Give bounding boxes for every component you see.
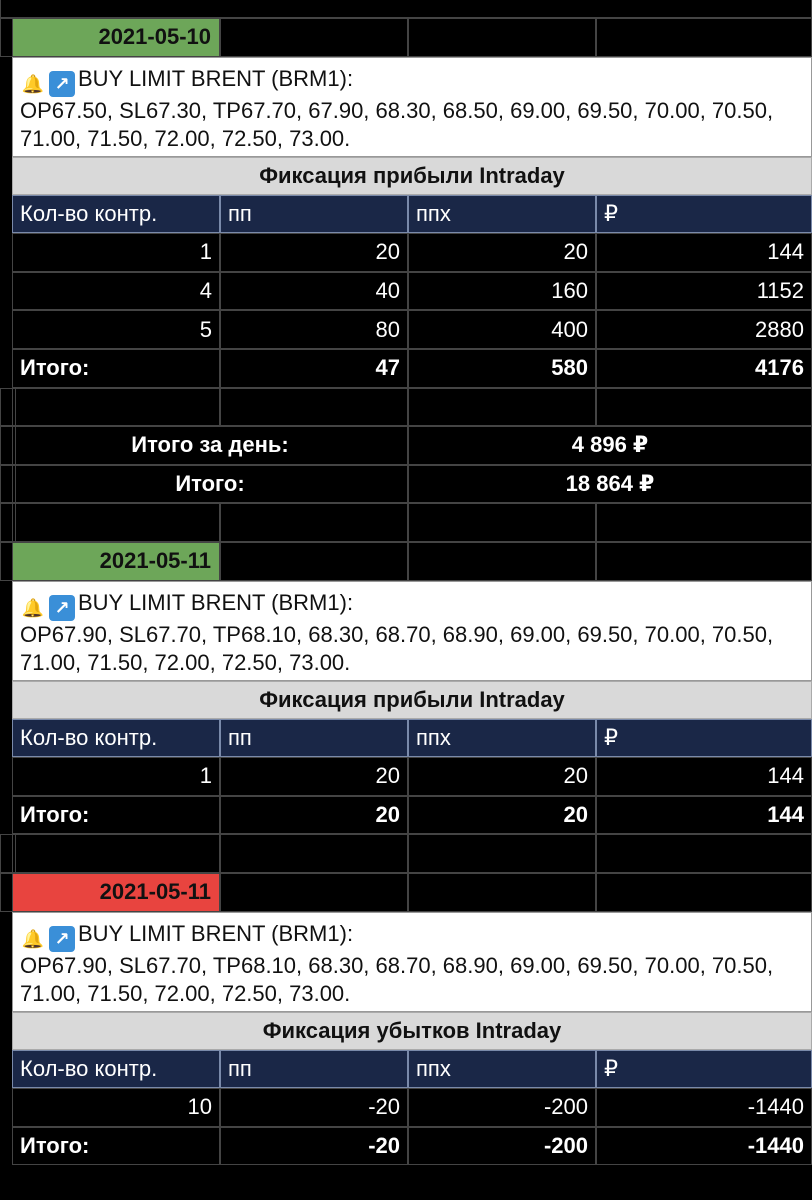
table-cell[interactable]: -200 (408, 1088, 596, 1127)
day-total-label[interactable]: Итого за день: (12, 426, 408, 465)
bell-icon: 🔔 (21, 73, 45, 94)
section-title[interactable]: Фиксация прибыли Intraday (12, 157, 812, 195)
total-value[interactable]: 144 (596, 796, 812, 835)
arrow-up-right-icon: ↗ (49, 71, 75, 97)
table-cell[interactable]: 1 (12, 233, 220, 272)
signal-levels: OP67.50, SL67.30, TP67.70, 67.90, 68.30, 68.50, 69.00, 69.50, 70.00, 70.50, 71.00, 71.50, 72.00, 72.50, 73.00. (20, 97, 774, 151)
empty-cell[interactable] (408, 388, 596, 427)
arrow-up-right-icon: ↗ (49, 926, 75, 952)
column-header[interactable]: ₽ (596, 719, 812, 758)
empty-cell[interactable] (12, 503, 220, 542)
table-cell[interactable]: 20 (220, 757, 408, 796)
total-value[interactable]: 47 (220, 349, 408, 388)
table-cell[interactable]: 5 (12, 310, 220, 349)
empty-cell[interactable] (596, 873, 812, 912)
signal-title: BUY LIMIT BRENT (BRM1): (78, 920, 354, 946)
table-cell[interactable]: 1152 (596, 272, 812, 311)
total-label[interactable]: Итого: (12, 349, 220, 388)
table-cell[interactable]: 40 (220, 272, 408, 311)
empty-cell[interactable] (0, 503, 16, 542)
total-value[interactable]: -1440 (596, 1127, 812, 1166)
column-header[interactable]: пп (220, 195, 408, 234)
empty-cell[interactable] (220, 834, 408, 873)
signal-levels: OP67.90, SL67.70, TP68.10, 68.30, 68.70, 68.90, 69.00, 69.50, 70.00, 70.50, 71.00, 71.50, 72.00, 72.50, 73.00. (20, 952, 774, 1006)
empty-cell[interactable] (0, 834, 16, 873)
column-header[interactable]: ₽ (596, 195, 812, 234)
table-cell[interactable]: 20 (408, 233, 596, 272)
table-cell[interactable]: 2880 (596, 310, 812, 349)
signal-cell[interactable] (12, 57, 812, 157)
table-cell[interactable]: 20 (408, 757, 596, 796)
section-title[interactable]: Фиксация прибыли Intraday (12, 681, 812, 719)
table-cell[interactable]: 144 (596, 757, 812, 796)
table-cell[interactable]: -1440 (596, 1088, 812, 1127)
overall-total-value[interactable]: 18 864 ₽ (408, 465, 812, 504)
signal-levels: OP67.90, SL67.70, TP68.10, 68.30, 68.70, 68.90, 69.00, 69.50, 70.00, 70.50, 71.00, 71.50, 72.00, 72.50, 73.00. (20, 621, 774, 675)
empty-cell[interactable] (220, 503, 408, 542)
empty-cell[interactable] (12, 834, 220, 873)
bell-icon: 🔔 (21, 597, 45, 618)
table-cell[interactable]: 4 (12, 272, 220, 311)
empty-cell[interactable] (596, 834, 812, 873)
empty-cell[interactable] (0, 0, 812, 18)
empty-cell[interactable] (220, 18, 408, 57)
column-header[interactable]: Кол-во контр. (12, 1050, 220, 1089)
column-header[interactable]: Кол-во контр. (12, 719, 220, 758)
table-cell[interactable]: 1 (12, 757, 220, 796)
column-header[interactable]: ппх (408, 195, 596, 234)
bell-icon: 🔔 (21, 928, 45, 949)
table-cell[interactable]: -20 (220, 1088, 408, 1127)
column-header[interactable]: Кол-во контр. (12, 195, 220, 234)
signal-title: BUY LIMIT BRENT (BRM1): (78, 65, 354, 91)
empty-cell[interactable] (220, 873, 408, 912)
empty-cell[interactable] (220, 542, 408, 581)
empty-cell[interactable] (596, 542, 812, 581)
empty-cell[interactable] (12, 388, 220, 427)
column-header[interactable]: пп (220, 719, 408, 758)
table-cell[interactable]: 20 (220, 233, 408, 272)
total-value[interactable]: 4176 (596, 349, 812, 388)
column-header[interactable]: ₽ (596, 1050, 812, 1089)
date-cell[interactable]: 2021-05-10 (12, 18, 220, 57)
total-value[interactable]: 20 (220, 796, 408, 835)
empty-cell[interactable] (220, 388, 408, 427)
column-header[interactable]: ппх (408, 719, 596, 758)
table-cell[interactable]: 10 (12, 1088, 220, 1127)
signal-title: BUY LIMIT BRENT (BRM1): (78, 589, 354, 615)
table-cell[interactable]: 400 (408, 310, 596, 349)
empty-cell[interactable] (596, 18, 812, 57)
empty-cell[interactable] (596, 503, 812, 542)
table-cell[interactable]: 160 (408, 272, 596, 311)
signal-cell[interactable] (12, 581, 812, 681)
total-value[interactable]: -200 (408, 1127, 596, 1166)
empty-cell[interactable] (408, 18, 596, 57)
overall-total-label[interactable]: Итого: (12, 465, 408, 504)
signal-cell[interactable] (12, 912, 812, 1012)
table-cell[interactable]: 144 (596, 233, 812, 272)
day-total-value[interactable]: 4 896 ₽ (408, 426, 812, 465)
empty-cell[interactable] (408, 873, 596, 912)
total-value[interactable]: -20 (220, 1127, 408, 1166)
empty-cell[interactable] (408, 503, 596, 542)
empty-cell[interactable] (596, 388, 812, 427)
arrow-up-right-icon: ↗ (49, 595, 75, 621)
table-cell[interactable]: 80 (220, 310, 408, 349)
date-cell[interactable]: 2021-05-11 (12, 873, 220, 912)
empty-cell[interactable] (0, 388, 16, 427)
section-title[interactable]: Фиксация убытков Intraday (12, 1012, 812, 1050)
date-cell[interactable]: 2021-05-11 (12, 542, 220, 581)
empty-cell[interactable] (408, 542, 596, 581)
column-header[interactable]: пп (220, 1050, 408, 1089)
total-value[interactable]: 580 (408, 349, 596, 388)
empty-cell[interactable] (408, 834, 596, 873)
total-label[interactable]: Итого: (12, 1127, 220, 1166)
column-header[interactable]: ппх (408, 1050, 596, 1089)
total-label[interactable]: Итого: (12, 796, 220, 835)
total-value[interactable]: 20 (408, 796, 596, 835)
